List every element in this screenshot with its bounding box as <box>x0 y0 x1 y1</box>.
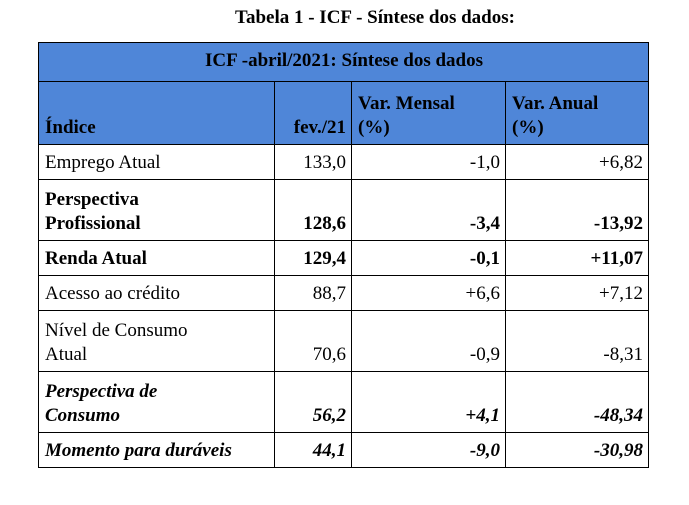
row-label <box>39 433 275 468</box>
row-var-mensal-value: -3,4 <box>352 180 506 241</box>
row-var-mensal-value: -9,0 <box>352 433 506 468</box>
row-label-line1: Emprego Atual <box>45 152 161 173</box>
table-row <box>39 433 649 468</box>
row-label <box>39 311 275 372</box>
header-var-anual-line1: Var. Anual <box>512 93 599 114</box>
table-caption: Tabela 1 - ICF - Síntese dos dados: <box>235 7 515 28</box>
row-fev-value: 129,4 <box>275 241 352 276</box>
header-var-mensal-line2: (%) <box>358 117 390 138</box>
row-fev-value: 133,0 <box>275 145 352 180</box>
table-row <box>39 180 649 241</box>
row-label <box>39 145 275 180</box>
header-var-mensal <box>352 82 506 145</box>
row-label <box>39 180 275 241</box>
row-var-anual-value: -30,98 <box>506 433 649 468</box>
row-label-line2: Consumo <box>45 405 120 426</box>
row-var-anual-value: -48,34 <box>506 372 649 433</box>
row-fev-value: 128,6 <box>275 180 352 241</box>
header-fev: fev./21 <box>275 82 352 145</box>
table-header-row <box>39 82 649 145</box>
table-row <box>39 276 649 311</box>
row-label <box>39 372 275 433</box>
table-row <box>39 241 649 276</box>
icf-summary-table <box>38 42 649 468</box>
header-var-mensal-line1: Var. Mensal <box>358 93 455 114</box>
row-var-mensal-value: -0,1 <box>352 241 506 276</box>
header-var-anual-line2: (%) <box>512 117 544 138</box>
row-var-anual-value: +6,82 <box>506 145 649 180</box>
row-var-anual-value: -8,31 <box>506 311 649 372</box>
row-fev-value: 56,2 <box>275 372 352 433</box>
table-row <box>39 311 649 372</box>
row-var-anual-value: +7,12 <box>506 276 649 311</box>
row-fev-value: 44,1 <box>275 433 352 468</box>
table-row <box>39 145 649 180</box>
row-var-mensal-value: +6,6 <box>352 276 506 311</box>
row-label-line1: Renda Atual <box>45 248 147 269</box>
row-label-line1: Perspectiva <box>45 189 139 210</box>
row-label-line1: Momento para duráveis <box>45 440 232 461</box>
row-label-line1: Nível de Consumo <box>45 320 188 341</box>
row-label-line1: Acesso ao crédito <box>45 283 181 304</box>
header-indice: Índice <box>39 82 275 145</box>
row-var-anual-value: -13,92 <box>506 180 649 241</box>
row-fev-value: 70,6 <box>275 311 352 372</box>
table-title-row <box>39 43 649 82</box>
table-row <box>39 372 649 433</box>
row-fev-value: 88,7 <box>275 276 352 311</box>
row-label-line1: Perspectiva de <box>45 381 158 402</box>
row-label-line2: Profissional <box>45 213 141 234</box>
row-var-anual-value: +11,07 <box>506 241 649 276</box>
table-title: ICF -abril/2021: Síntese dos dados <box>39 43 649 82</box>
row-var-mensal-value: -0,9 <box>352 311 506 372</box>
row-var-mensal-value: +4,1 <box>352 372 506 433</box>
row-label <box>39 241 275 276</box>
header-var-anual <box>506 82 649 145</box>
row-label <box>39 276 275 311</box>
row-label-line2: Atual <box>45 344 88 365</box>
row-var-mensal-value: -1,0 <box>352 145 506 180</box>
